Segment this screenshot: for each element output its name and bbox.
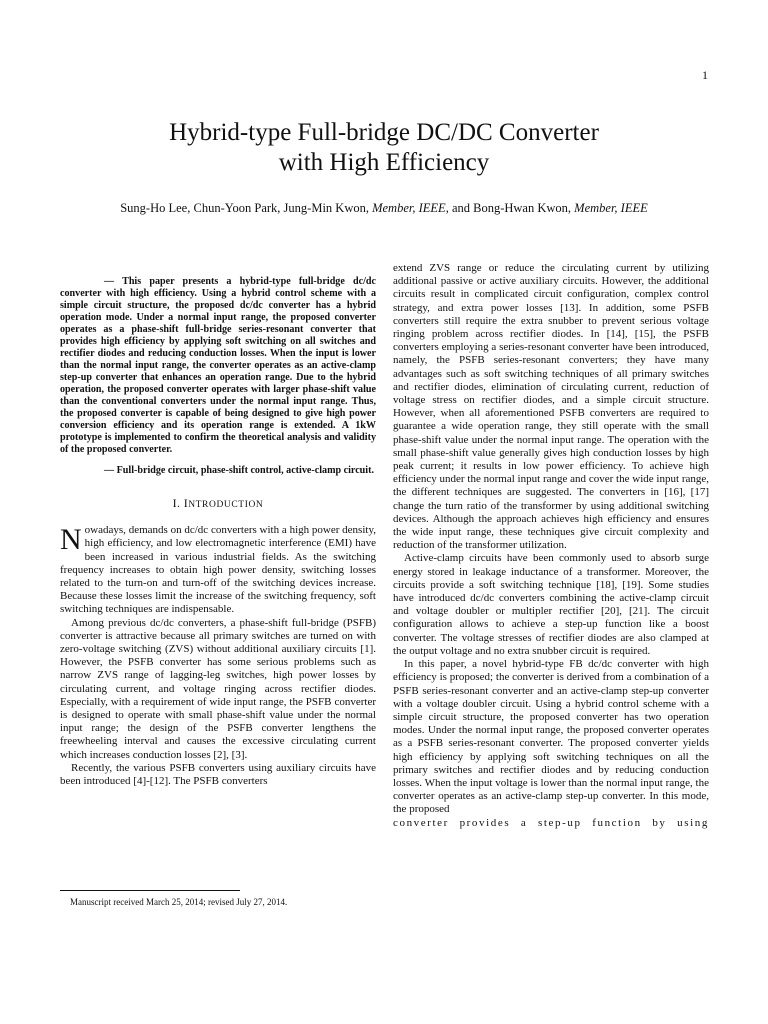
author-conjunction: , and Bong-Hwan Kwon, <box>445 201 575 215</box>
author-membership-1: Member, IEEE <box>372 201 446 215</box>
abstract: — This paper presents a hybrid-type full-bridge dc/dc converter with high efficiency. Using a hybrid control scheme with a simple circuit structure, the proposed dc/dc converter has a hybrid operation mode. Under a normal input range, the proposed converter operates as a phase-shift full-bridge series-resonant converter that provides high efficiency by applying soft switching on all switches and rectifier diodes and reducing conduction losses. When the input is lower than the normal input range, the converter operates as an active-clamp step-up converter that enhances an operation range. Due to the hybrid operation, the proposed converter operates with larger phase-shift value than the conventional converters under the normal input range. Thus, the proposed converter is capable of being designed to give high power conversion efficiency and its operation range is extended. A 1kW prototype is implemented to confirm the theoretical analysis and validity of the proposed converter. <box>60 276 376 455</box>
intro-paragraph-2: Among previous dc/dc converters, a phase-shift full-bridge (PSFB) converter is attractive because all primary switches are turned on with zero-voltage switching (ZVS) without additional auxiliary circuits [1]. However, the PSFB converter has some serious problems such as narrow ZVS range of lagging-leg switches, high power losses by circulating current, and voltage ringing across rectifier diodes. Especially, with a requirement of wide input range, the PSFB converter is designed to operate with small phase-shift value under the normal input range; the design of the PSFB converter lengthens the freewheeling interval and causes the excessive circulating current which increases conduction losses [2], [3]. <box>60 616 376 761</box>
section-numeral: I. <box>172 496 181 510</box>
footnote-rule <box>60 890 240 891</box>
drop-cap: N <box>60 523 82 557</box>
left-column <box>60 262 376 788</box>
footnote <box>60 890 376 907</box>
section-initial: I <box>183 496 189 510</box>
section-title-rest: NTRODUCTION <box>188 500 264 510</box>
intro-paragraph-1-text: owadays, demands on dc/dc converters with a high power density, high efficiency, and low electromagnetic interference (EMI) have been increased in various industrial fields. As the switching frequency increases to obtain high power density, switching losses related to the turn-on and turn-off of the switching devices increase. Because these losses limit the increase of the switching frequency, soft switching techniques are indispensable. <box>60 524 376 616</box>
footnote-text: Manuscript received March 25, 2014; revised July 27, 2014. <box>70 897 288 907</box>
paper-title <box>0 118 768 178</box>
intro-paragraph-proposed: In this paper, a novel hybrid-type FB dc/dc converter with high efficiency is proposed; the converter is derived from a combination of a PSFB series-resonant converter and an active-clamp step-up converter with a voltage doubler circuit. Using a hybrid control scheme with a simple circuit structure, the proposed converter has two operation modes. Under the normal input range, the proposed converter operates as a PSFB series-resonant converter. The proposed converter yields high efficiency by applying soft switching techniques on all the primary switches and rectifier diodes and by reducing conduction losses. When the input voltage is lower than the normal input range, the converter operates as an active-clamp step-up converter. In this mode, the proposed <box>393 658 709 816</box>
intro-paragraph-3: Recently, the various PSFB converters using auxiliary circuits have been introduced [4]-[12]. The PSFB converters <box>60 761 376 788</box>
author-membership-2: Member, IEEE <box>574 201 648 215</box>
intro-paragraph-last-line: converter provides a step-up function by using <box>393 816 709 829</box>
author-list <box>90 200 678 216</box>
intro-paragraph-1 <box>60 524 376 616</box>
right-column <box>393 262 709 830</box>
author-names: Sung-Ho Lee, Chun-Yoon Park, Jung-Min Kwon, <box>120 201 373 215</box>
index-terms: — Full-bridge circuit, phase-shift control, active-clamp circuit. <box>104 465 374 476</box>
title-line-1: Hybrid-type Full-bridge DC/DC Converter <box>169 119 599 146</box>
intro-paragraph-continued: extend ZVS range or reduce the circulating current by utilizing additional passive or active auxiliary circuits. However, the additional circuits result in complicated circuit configuration, complex control strategy, and extra power losses [13]. In addition, some PSFB converters still require the extra snubber to prevent serious voltage ringing problem across rectifier diodes. In [14], [15], the PSFB converters employing a series-resonant converter have been introduced, namely, the PSFB series-resonant converters; they have many advantages such as soft switching techniques of all primary switches and rectifier diodes, elimination of circulating current, reduction of voltage stress on rectifier diodes, and a simple circuit structure. However, when all aforementioned PSFB converters are required to guarantee a wide operation range, they still operate with the small phase-shift value under the normal input range. The operation with the small phase-shift value generally gives high conduction losses by high peak current; it results in low power efficiency. To achieve high efficiency under the normal input range and cover the wide input range, the different techniques are suggested. The converters in [16], [17] change the turn ratio of the transformer by using additional switching devices. Although the approach achieves high efficiency and ensures the wide input range, these techniques give circuit complexity and reduction of the transformer utilization. <box>393 262 709 552</box>
page-number: 1 <box>702 68 708 82</box>
section-heading-introduction <box>60 497 376 512</box>
title-line-2: with High Efficiency <box>278 149 490 176</box>
intro-paragraph-active-clamp: Active-clamp circuits have been commonly used to absorb surge energy stored in leakage inductance of a transformer. Moreover, the circuits provide a soft switching technique [18], [19]. Some studies have introduced dc/dc converters combining the active-clamp circuit and voltage doubler or multipler rectifier [20], [21]. The circuit configuration allows to achieve a step-up function like a boost converter. The voltage stresses of rectifier diodes are also clamped at the output voltage and no extra snubber circuit is required. <box>393 552 709 657</box>
